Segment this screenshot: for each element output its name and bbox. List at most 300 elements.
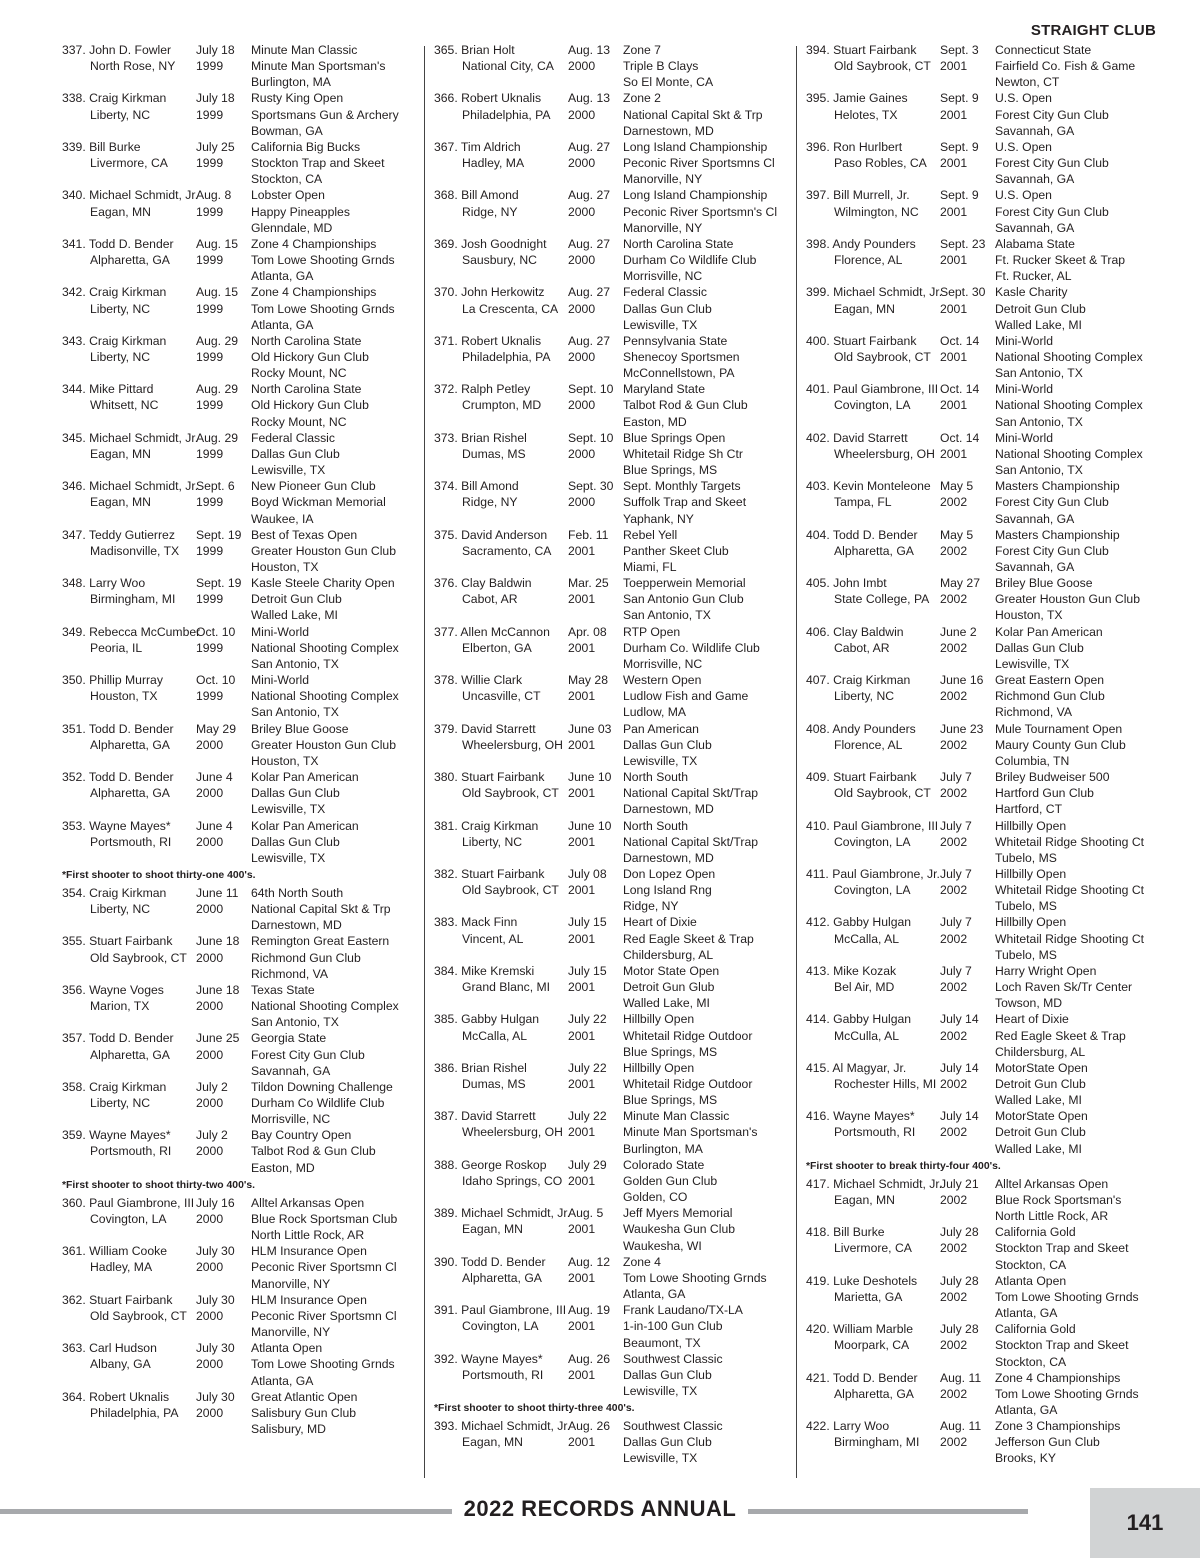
shooter-cell [434,365,568,381]
date-column [196,933,251,981]
date-cell [196,74,251,90]
shooter-cell [806,123,940,139]
shooter-column [806,1321,940,1369]
event-cell: Talbot Rod & Gun Club [251,1144,376,1159]
shooter-cell [434,171,568,187]
date-cell: June 11 [196,885,239,900]
date-cell [940,462,995,478]
event-cell: Atlanta, GA [623,1287,686,1302]
shooter-cell [806,1257,940,1273]
date-cell: July 28 [940,1322,979,1337]
date-cell: July 21 [940,1176,979,1191]
date-cell: May 5 [940,479,974,494]
event-cell: Triple B Clays [623,59,699,74]
shooter-cell: Eagan, MN [462,1435,523,1450]
event-cell: Stockton Trap and Skeet [995,1241,1129,1256]
date-cell: Aug. 27 [568,333,611,348]
shooter-cell: Covington, LA [90,1211,167,1226]
event-column [623,284,798,332]
shooter-cell: 369. Josh Goodnight [434,236,547,251]
date-cell: July 2 [196,1079,228,1094]
date-cell: 2002 [940,786,968,801]
event-cell: Morrisville, NC [623,269,703,284]
date-cell: July 16 [196,1195,235,1210]
date-column [568,1011,623,1059]
date-cell: 2002 [940,543,968,558]
event-cell: Tom Lowe Shooting Grnds [251,1357,395,1372]
record-entry [806,624,1170,672]
date-column [568,769,623,817]
record-entry [434,1205,798,1253]
event-cell: Talbot Rod & Gun Club [623,398,748,413]
shooter-cell: 397. Bill Murrell, Jr. [806,188,910,203]
shooter-cell: 383. Mack Finn [434,915,518,930]
shooter-cell: Hadley, MA [90,1260,153,1275]
record-entry [434,1108,798,1156]
shooter-cell: Eagan, MN [90,446,151,461]
date-cell [940,995,995,1011]
date-cell [196,607,251,623]
event-cell: Mini-World [995,430,1054,445]
event-column [995,1321,1170,1369]
shooter-cell: Covington, LA [834,834,911,849]
shooter-cell: Eagan, MN [834,301,895,316]
record-entry [806,381,1170,429]
event-cell: Greater Houston Gun Club [995,592,1140,607]
date-cell: 2002 [940,834,968,849]
date-column [568,527,623,575]
event-column [251,284,426,332]
date-cell: May 27 [940,576,980,591]
event-cell: Minute Man Classic [251,43,358,57]
date-cell: 2002 [940,1338,968,1353]
shooter-cell [806,74,940,90]
event-cell: Mini-World [995,333,1054,348]
event-cell: Salisbury Gun Club [251,1405,356,1420]
shooter-cell [434,268,568,284]
event-cell: Suffolk Trap and Skeet [623,495,747,510]
shooter-column [434,818,568,866]
date-cell: July 2 [196,1128,228,1143]
shooter-cell [434,995,568,1011]
shooter-cell: 402. David Starrett [806,430,908,445]
record-entry [62,982,426,1030]
record-entry [806,1418,1170,1466]
date-cell [568,607,623,623]
shooter-cell: State College, PA [834,592,930,607]
record-entry [806,478,1170,526]
event-column [251,721,426,769]
record-entry [62,885,426,933]
event-cell: Beaumont, TX [623,1335,701,1350]
event-column [251,42,426,90]
shooter-cell: Liberty, NC [90,349,151,364]
record-entry [434,672,798,720]
event-cell: Federal Classic [251,430,335,445]
shooter-column [806,381,940,429]
date-column [568,914,623,962]
event-column [995,478,1170,526]
event-column [251,90,426,138]
shooter-cell: 399. Michael Schmidt, Jr. [806,285,943,300]
date-column [940,236,995,284]
record-entry [806,866,1170,914]
date-cell: 2000 [568,495,596,510]
shooter-column [434,1302,568,1350]
event-cell: Hillbilly Open [995,866,1067,881]
event-column [623,1418,798,1466]
date-column [196,1243,251,1291]
shooter-cell: Old Saybrook, CT [90,1308,187,1323]
date-cell [568,656,623,672]
date-cell: 1999 [196,689,224,704]
event-cell: Bowman, GA [251,123,323,138]
record-entry [806,1108,1170,1156]
event-column [251,1292,426,1340]
event-cell: Tom Lowe Shooting Grnds [251,301,395,316]
date-column [196,381,251,429]
event-cell: Peconic River Sportsmn's Cl [623,204,778,219]
shooter-column [434,1060,568,1108]
event-cell: Lewisville, TX [251,463,326,478]
event-cell: Dallas Gun Club [623,301,712,316]
shooter-cell: Portsmouth, RI [834,1125,916,1140]
shooter-cell [806,511,940,527]
event-cell: Mini-World [251,673,310,688]
shooter-cell: 366. Robert Uknalis [434,91,542,106]
date-cell: Oct. 14 [940,333,980,348]
date-cell: 2000 [196,1211,224,1226]
event-cell: North Carolina State [251,333,362,348]
shooter-cell: 421. Todd D. Bender [806,1370,918,1385]
event-cell: Dallas Gun Club [995,640,1084,655]
event-cell: North Carolina State [251,382,362,397]
shooter-column [62,1127,196,1175]
date-cell: July 30 [196,1341,235,1356]
event-cell: National Capital Skt & Trp [623,107,763,122]
shooter-column [62,430,199,478]
shooter-cell: Florence, AL [834,737,903,752]
event-cell: Atlanta Open [251,1341,323,1356]
date-cell [940,220,995,236]
shooter-column [806,1273,940,1321]
date-cell [196,966,251,982]
shooter-cell [62,268,196,284]
shooter-cell [62,317,196,333]
date-column [196,769,251,817]
event-cell: Manorville, NY [251,1276,331,1291]
shooter-column [434,914,568,962]
event-column [251,381,426,429]
shooter-cell: 345. Michael Schmidt, Jr. [62,430,199,445]
event-cell: Peconic River Sportsmns Cl [623,156,775,171]
date-column [196,575,251,623]
date-cell: 2000 [568,301,596,316]
event-column [623,42,798,90]
event-cell: Southwest Classic [623,1419,723,1434]
date-cell: July 7 [940,818,972,833]
shooter-column [62,527,196,575]
event-cell: California Gold [995,1322,1076,1337]
shooter-cell [806,1208,940,1224]
record-entry [806,139,1170,187]
record-entry [62,1030,426,1078]
shooter-column [434,1205,571,1253]
shooter-cell [806,898,940,914]
date-cell [940,1402,995,1418]
event-cell: Briley Blue Goose [995,576,1093,591]
date-cell [940,511,995,527]
date-cell: 1999 [196,543,224,558]
date-cell [568,559,623,575]
event-column [623,1205,798,1253]
record-entry [806,187,1170,235]
footer-title: 2022 RECORDS ANNUAL [463,1496,737,1521]
event-cell: Lewisville, TX [251,802,326,817]
date-column [568,575,623,623]
shooter-column [434,963,568,1011]
shooter-cell [806,1044,940,1060]
record-entry [806,1176,1170,1224]
shooter-column [434,236,568,284]
date-cell: Sept. 10 [568,430,614,445]
event-cell: National Capital Skt/Trap [623,834,759,849]
shooter-cell: Birmingham, MI [834,1435,920,1450]
event-cell: Minute Man Sportsman's [251,59,386,74]
date-cell [568,850,623,866]
shooter-cell: 340. Michael Schmidt, Jr. [62,188,199,203]
date-cell: Aug. 5 [568,1206,604,1221]
date-cell: Aug. 8 [196,188,232,203]
record-entry [806,1011,1170,1059]
event-column [251,624,426,672]
shooter-cell: 375. David Anderson [434,527,548,542]
event-cell: Jeff Myers Memorial [623,1206,733,1221]
footnote: *First shooter to break thirty-four 400's. [806,1160,1001,1172]
shooter-cell: Peoria, IL [90,640,143,655]
date-column [568,1351,623,1399]
date-cell: 1999 [196,592,224,607]
date-cell: June 4 [196,770,233,785]
event-column [995,1273,1170,1321]
event-column [251,333,426,381]
event-cell: Kolar Pan American [251,770,359,785]
date-cell: July 14 [940,1012,979,1027]
shooter-cell [62,123,196,139]
date-cell: June 18 [196,982,240,997]
shooter-cell: 417. Michael Schmidt, Jr. [806,1176,943,1191]
event-cell: Boyd Wickman Memorial [251,495,386,510]
date-cell [196,656,251,672]
date-cell: Aug. 27 [568,285,611,300]
event-column [623,721,798,769]
date-column [196,187,251,235]
shooter-cell: 377. Allen McCannon [434,624,550,639]
column-divider [424,46,425,1478]
shooter-column [62,333,196,381]
event-cell: Hartford Gun Club [995,786,1094,801]
shooter-column [434,478,568,526]
event-cell: Atlanta, GA [995,1402,1058,1417]
shooter-column [434,1418,571,1466]
date-cell [196,850,251,866]
shooter-cell: Livermore, CA [90,156,168,171]
shooter-cell: 387. David Starrett [434,1109,536,1124]
event-cell: Best of Texas Open [251,527,358,542]
record-entry [434,1351,798,1399]
date-cell [568,801,623,817]
record-entry [806,1060,1170,1108]
date-cell: 2000 [196,999,224,1014]
shooter-cell [434,317,568,333]
shooter-cell: 354. Craig Kirkman [62,885,167,900]
shooter-cell [62,559,196,575]
event-cell: U.S. Open [995,91,1052,106]
shooter-cell: Alpharetta, GA [90,1047,170,1062]
event-column [251,527,426,575]
shooter-cell: Liberty, NC [90,902,151,917]
event-cell: Manorville, NY [623,172,703,187]
date-cell [568,995,623,1011]
shooter-cell: Ridge, NY [462,204,518,219]
date-cell: 1999 [196,301,224,316]
shooter-cell: Wheelersburg, OH [834,446,935,461]
shooter-column [62,769,196,817]
event-cell: Tom Lowe Shooting Grnds [995,1289,1139,1304]
record-entry [434,1011,798,1059]
date-cell: June 03 [568,721,612,736]
event-cell: California Big Bucks [251,139,361,154]
event-column [251,575,426,623]
date-cell: 2001 [940,301,968,316]
shooter-cell [806,559,940,575]
event-cell: Atlanta, GA [251,317,314,332]
event-cell: Hillbilly Open [623,1012,695,1027]
event-cell: Forest City Gun Club [995,107,1109,122]
shooter-column [62,721,196,769]
event-cell: Manorville, NY [251,1325,331,1340]
shooter-column [62,982,196,1030]
date-cell [940,414,995,430]
date-cell: 2001 [568,980,596,995]
shooter-cell [806,1402,940,1418]
event-cell: National Shooting Complex [995,446,1143,461]
date-cell: Mar. 25 [568,576,609,591]
date-cell: July 29 [568,1157,607,1172]
event-column [251,187,426,235]
event-column [995,1418,1170,1466]
date-column [940,672,995,720]
event-cell: MotorState Open [995,1109,1088,1124]
shooter-cell [62,753,196,769]
date-cell: July 30 [196,1389,235,1404]
shooter-column [806,963,940,1011]
event-column [623,90,798,138]
date-cell: 2000 [568,398,596,413]
date-column [196,1127,251,1175]
date-column [940,333,995,381]
date-cell: 2002 [940,640,968,655]
shooter-cell: 414. Gabby Hulgan [806,1012,912,1027]
event-cell: Texas State [251,982,315,997]
event-cell: Blue Rock Sportsman Club [251,1211,398,1226]
date-column [568,672,623,720]
date-cell: Feb. 11 [568,527,609,542]
record-entry [62,1340,426,1388]
shooter-cell: Eagan, MN [90,495,151,510]
event-column [623,333,798,381]
shooter-cell: Hadley, MA [462,156,525,171]
date-cell: 2002 [940,592,968,607]
event-column [623,236,798,284]
date-column [196,818,251,866]
footer-rule [748,1509,1028,1514]
date-cell: 2001 [568,737,596,752]
shooter-cell: 392. Wayne Mayes* [434,1351,543,1366]
date-cell [568,511,623,527]
record-entry [62,933,426,981]
shooter-cell: Covington, LA [462,1319,539,1334]
event-cell: San Antonio, TX [251,656,339,671]
date-cell [196,559,251,575]
event-cell: North Carolina State [623,236,734,251]
date-cell: 2002 [940,1028,968,1043]
event-column [623,187,798,235]
shooter-column [806,1176,943,1224]
event-cell: Houston, TX [251,753,319,768]
date-cell: 2001 [568,1173,596,1188]
event-cell: California Gold [995,1225,1076,1240]
date-column [940,1060,995,1108]
record-entry [62,721,426,769]
event-column [995,284,1170,332]
event-cell: National Shooting Complex [995,349,1143,364]
record-entry [62,1195,426,1243]
event-cell: Ridge, NY [623,899,679,914]
date-column [940,1224,995,1272]
record-entry [806,333,1170,381]
shooter-column [62,885,196,933]
date-column [196,1389,251,1437]
event-cell: HLM Insurance Open [251,1244,367,1259]
shooter-column [806,1418,940,1466]
date-cell: Aug. 29 [196,382,239,397]
event-cell: Alltel Arkansas Open [995,1176,1109,1191]
shooter-cell: McCalla, AL [834,931,900,946]
event-cell: Savannah, GA [995,172,1075,187]
date-cell: 2001 [568,786,596,801]
shooter-cell: 374. Bill Amond [434,479,519,494]
event-cell: Lewisville, TX [623,1451,698,1466]
event-cell: Connecticut State [995,43,1092,57]
record-entry [62,624,426,672]
event-cell: Durham Co Wildlife Club [623,253,757,268]
date-cell: 2000 [196,902,224,917]
shooter-cell: 398. Andy Pounders [806,236,916,251]
date-cell: 2001 [940,204,968,219]
shooter-column [434,721,568,769]
event-column [995,721,1170,769]
shooter-column [62,1030,196,1078]
date-cell: May 29 [196,721,236,736]
shooter-cell: 401. Paul Giambrone, III [806,382,939,397]
date-cell: July 15 [568,915,607,930]
shooter-cell: Livermore, CA [834,1241,912,1256]
event-cell: Loch Raven Sk/Tr Center [995,980,1133,995]
event-column [995,527,1170,575]
event-cell: North South [623,770,689,785]
date-cell: 2001 [568,834,596,849]
